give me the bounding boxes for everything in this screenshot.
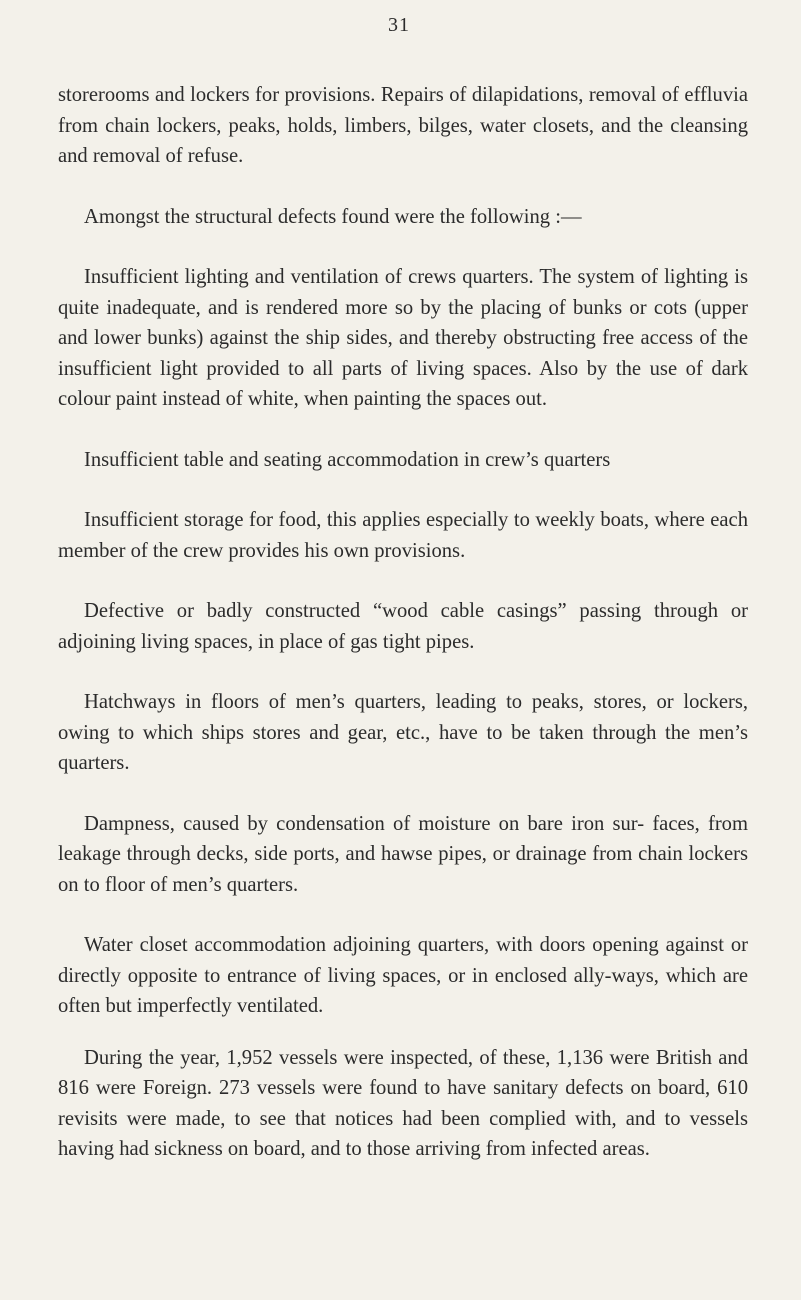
paragraph-dampness: Dampness, caused by condensation of moisture on bare iron sur- faces, from leakage through decks, side ports, and hawse pipes, or drainage from chain lockers on to floor of men’s quarters. (58, 812, 748, 896)
paragraph-structural-defects-intro: Amongst the structural defects found were the following :— (84, 205, 582, 228)
paragraph-storerooms: storerooms and lockers for provisions. Repairs of dilapidations, removal of effluvia from chain lockers, peaks, holds, limbers, bilges, water closets, and the cleansing and removal of refuse. (58, 84, 748, 167)
paragraph-hatchways: Hatchways in floors of men’s quarters, leading to peaks, stores, or lockers, owing to which ships stores and gear, etc., have to be taken through the men’s quarters. (58, 691, 748, 774)
paragraph-table-seating: Insufficient table and seating accommodation in crew’s quarters (84, 448, 611, 471)
paragraph-lighting-ventilation: Insufficient lighting and ventilation of crews quarters. The system of lighting is quite inadequate, and is rendered more so by the placing of bunks or cots (upper and lower bunks) against the ship sides, and thereby obstructing free access of the insufficient light provided to all parts of living spaces. Also by the use of dark colour paint instead of white, when painting the spaces out. (58, 266, 748, 410)
paragraph-water-closet: Water closet accommodation adjoining quarters, with doors opening against or directly opposite to entrance of living spaces, or in enclosed ally-ways, which are often but imperfectly ventilated. (58, 934, 748, 1017)
page-number: 31 (388, 14, 410, 36)
paragraph-vessels-inspected: During the year, 1,952 vessels were inspected, of these, 1,136 were British and 816 were Foreign. 273 vessels were found to have sanitary defects on board, 610 revisits were made, to see that notices had been complied with, and to vessels having had sickness on board, and to those arriving from infected areas. (58, 1046, 748, 1160)
document-body (58, 80, 748, 1195)
paragraph-cable-casings: Defective or badly constructed “wood cable casings” passing through or adjoining living spaces, in place of gas tight pipes. (58, 600, 748, 653)
paragraph-food-storage: Insufficient storage for food, this applies especially to weekly boats, where each member of the crew provides his own provisions. (58, 509, 748, 562)
